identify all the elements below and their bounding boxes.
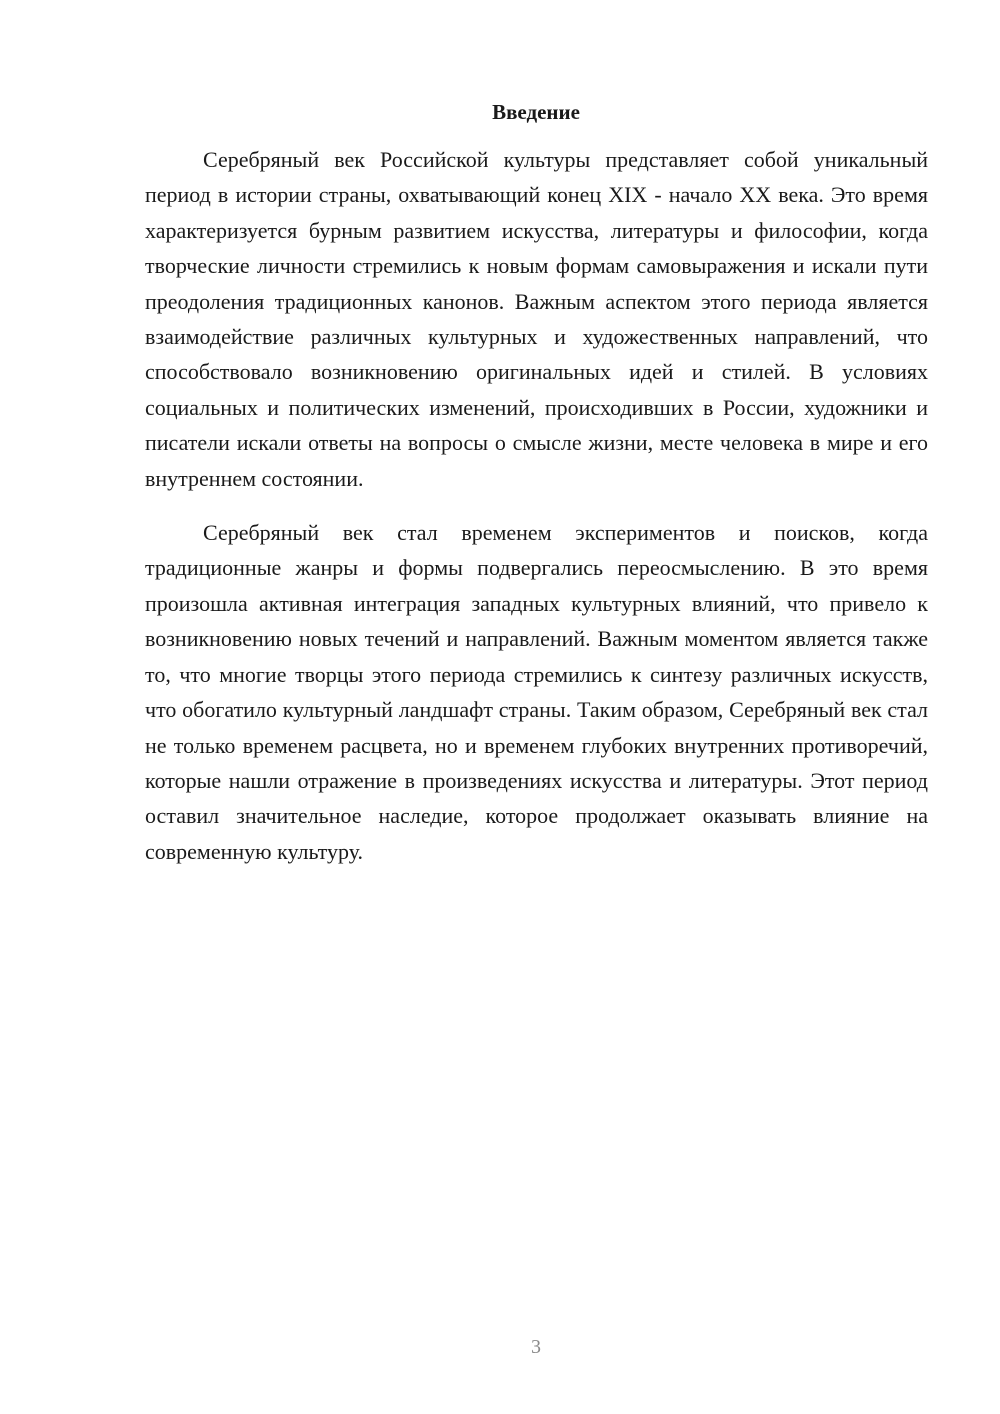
body-text [145, 142, 928, 869]
page-number: 3 [531, 1336, 541, 1358]
paragraph-2: Серебряный век стал временем экспериментов и поисков, когда традиционные жанры и формы подвергались переосмыслению. В это время произошла активная интеграция западных культурных влияний, что привело к возникновению новых течений и направлений. Важным моментом является также то, что многие творцы этого периода стремились к синтезу различных искусств, что обогатило культурный ландшафт страны. Таким образом, Серебряный век стал не только временем расцвета, но и временем глубоких внутренних противоречий, которые нашли отражение в произведениях искусства и литературы. Этот период оставил значительное наследие, которое продолжает оказывать влияние на современную культуру. [145, 520, 928, 864]
paragraph-1: Серебряный век Российской культуры представляет собой уникальный период в истории страны, охватывающий конец XIX - начало XX века. Это время характеризуется бурным развитием искусства, литературы и философии, когда творческие личности стремились к новым формам самовыражения и искали пути преодоления традиционных канонов. Важным аспектом этого периода является взаимодействие различных культурных и художественных направлений, что способствовало возникновению оригинальных идей и стилей. В условиях социальных и политических изменений, происходивших в России, художники и писатели искали ответы на вопросы о смысле жизни, месте человека в мире и его внутреннем состоянии. [145, 147, 928, 491]
section-heading: Введение [492, 100, 580, 124]
